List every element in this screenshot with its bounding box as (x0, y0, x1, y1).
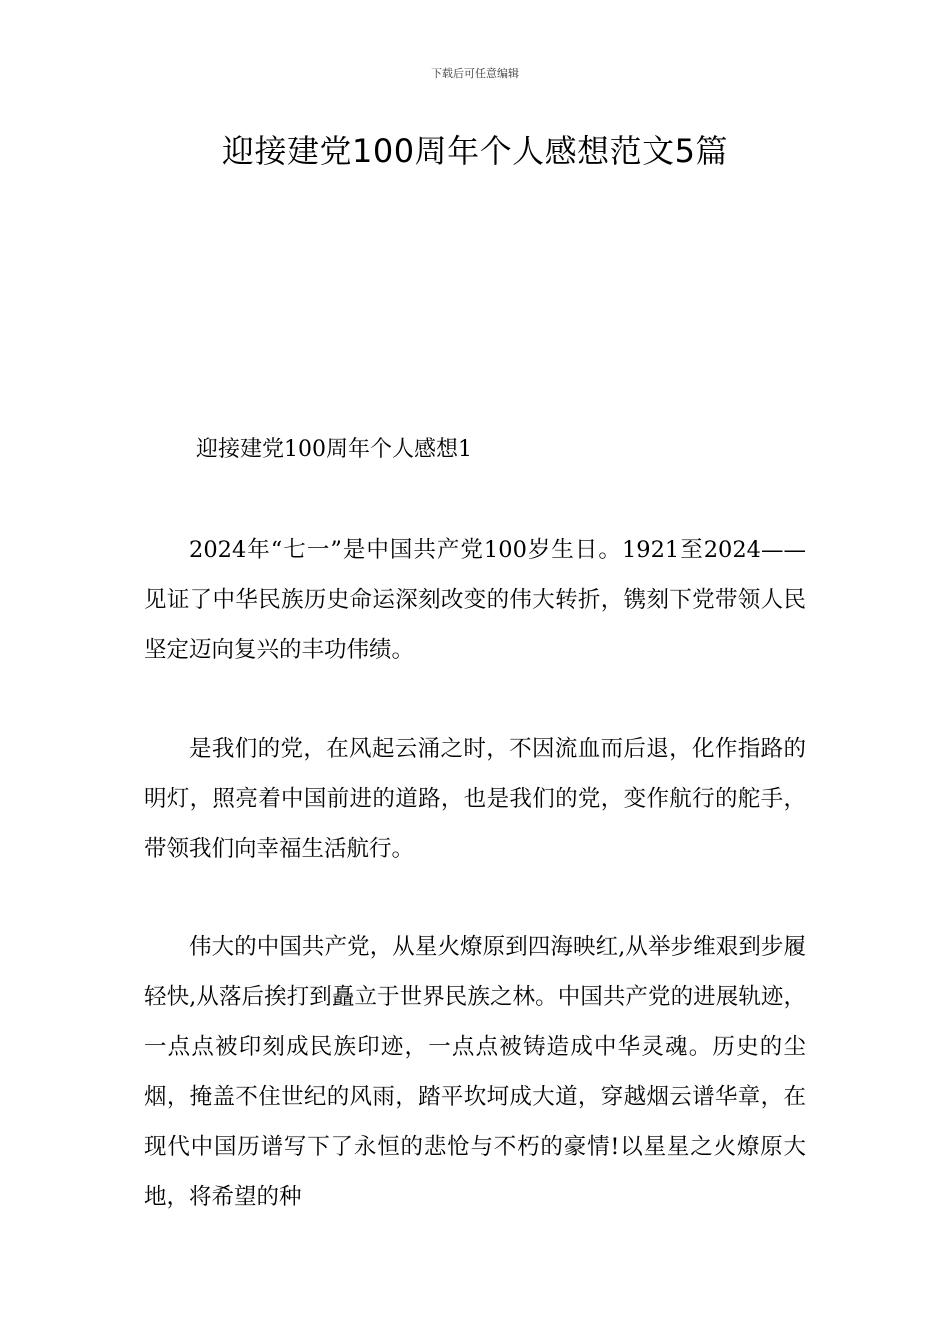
paragraph-2: 是我们的党，在风起云涌之时，不因流血而后退，化作指路的明灯，照亮着中国前进的道路，也是我们的党，变作航行的舵手，带领我们向幸福生活航行。 (144, 736, 806, 862)
document-title: 迎接建党100周年个人感想范文5篇 (222, 132, 728, 170)
header-note: 下载后可任意编辑 (431, 67, 519, 80)
section-heading: 迎接建党100周年个人感想1 (196, 437, 472, 462)
paragraph-1: 2024年“七一”是中国共产党100岁生日。1921至2024——见证了中华民族历史命运深刻改变的伟大转折，镌刻下党带领人民坚定迈向复兴的丰功伟绩。 (144, 537, 806, 663)
paragraph-3: 伟大的中国共产党，从星火燎原到四海映红,从举步维艰到步履轻快,从落后挨打到矗立于世界民族之林。中国共产党的进展轨迹，一点点被印刻成民族印迹，一点点被铸造成中华灵魂。历史的尘烟，掩盖不住世纪的风雨，踏平坎坷成大道，穿越烟云谱华章，在现代中国历谱写下了永恒的悲怆与不朽的豪情!以星星之火燎原大地，将希望的种 (144, 934, 806, 1210)
